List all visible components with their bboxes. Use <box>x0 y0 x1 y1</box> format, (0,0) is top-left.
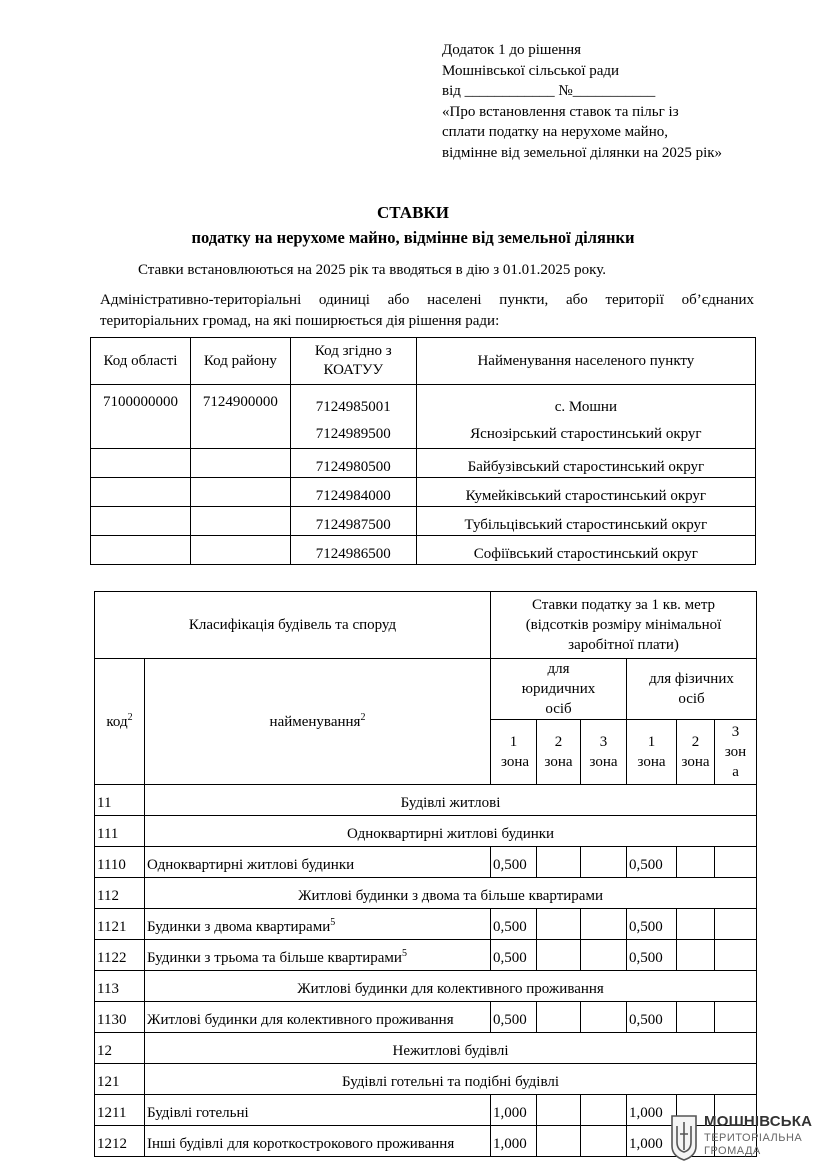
name-text: Будинки з двома квартирами <box>147 919 331 935</box>
code-cell: 1110 <box>95 847 145 878</box>
legal-zone1-rate: 0,500 <box>491 940 537 971</box>
oblast-code-cell <box>91 507 191 536</box>
oblast-code-cell: 7100000000 <box>91 385 191 449</box>
group-row <box>95 1033 757 1064</box>
legal-zone3-rate <box>581 940 627 971</box>
physical-zone3-rate <box>715 1002 757 1033</box>
group-name-cell: Житлові будинки з двома та більше квартирами <box>145 878 757 909</box>
legal-zone1-rate: 0,500 <box>491 1002 537 1033</box>
legal-zone3-rate <box>581 1126 627 1157</box>
raion-code-cell: 7124900000 <box>190 385 290 449</box>
name-text: Будівлі готельні <box>147 1105 249 1121</box>
name-header-label: найменування <box>269 713 361 730</box>
raion-code-cell <box>190 536 290 565</box>
code-header <box>95 659 145 785</box>
koatuu-value: 7124985001 <box>315 399 391 415</box>
footnote-marker: 2 <box>360 711 366 723</box>
settlement-name-cell: Тубільцівський старостинський округ <box>416 507 755 536</box>
territory-paragraph-line: територіальних громад, на які поширюється дія рішення ради: <box>100 312 500 329</box>
appendix-line: від ____________ №___________ <box>442 83 656 99</box>
koatuu-code-cell <box>290 385 416 449</box>
physical-zone1-rate: 0,500 <box>627 909 677 940</box>
table-row <box>95 1126 757 1157</box>
group-row <box>95 878 757 909</box>
name-text: Житлові будинки для колективного проживання <box>147 1012 454 1028</box>
appendix-line: Додаток 1 до рішення <box>442 42 582 58</box>
koatuu-code-cell: 7124984000 <box>290 478 416 507</box>
code-cell: 1212 <box>95 1126 145 1157</box>
legal-zone3-rate <box>581 1095 627 1126</box>
legal-zone2-rate <box>537 1002 581 1033</box>
name-cell <box>145 847 491 878</box>
legal-zone2-rate <box>537 1095 581 1126</box>
header-koatuu-code: Код згідно з КОАТУУ <box>290 338 416 385</box>
code-cell: 12 <box>95 1033 145 1064</box>
legal-zone1-rate: 1,000 <box>491 1126 537 1157</box>
group-name-cell: Будівлі готельні та подібні будівлі <box>145 1064 757 1095</box>
group-row <box>95 971 757 1002</box>
name-header <box>145 659 491 785</box>
code-cell: 121 <box>95 1064 145 1095</box>
zone-header: 1 зона <box>627 720 677 785</box>
legal-entities-header: для юридичних осіб <box>491 659 627 720</box>
code-cell: 1130 <box>95 1002 145 1033</box>
settlement-name-cell: Байбузівський старостинський округ <box>416 449 755 478</box>
appendix-line: Мошнівської сільської ради <box>442 62 620 79</box>
code-cell: 11 <box>95 785 145 816</box>
oblast-code-cell <box>91 536 191 565</box>
logo-subtitle: ТЕРИТОРІАЛЬНА <box>704 1132 803 1144</box>
appendix-line: відмінне від земельної ділянки на 2025 рік» <box>442 144 723 161</box>
physical-zone2-rate <box>677 909 715 940</box>
physical-zone3-rate <box>715 847 757 878</box>
legal-zone3-rate <box>581 909 627 940</box>
name-text: Будинки з трьома та більше квартирами <box>147 950 402 966</box>
header-oblast-code: Код області <box>91 338 191 385</box>
name-text: Інші будівлі для короткострокового проживання <box>147 1136 455 1152</box>
table-row <box>95 1095 757 1126</box>
physical-zone2-rate <box>677 847 715 878</box>
physical-persons-header: для фізичних осіб <box>627 659 757 720</box>
physical-zone3-rate <box>715 940 757 971</box>
name-cell <box>145 1095 491 1126</box>
table-row <box>95 940 757 971</box>
group-row <box>95 816 757 847</box>
settlement-name: с. Мошни <box>554 399 617 415</box>
appendix-note <box>442 40 722 163</box>
zone-header: 2 зона <box>677 720 715 785</box>
group-row <box>95 1064 757 1095</box>
code-cell: 112 <box>95 878 145 909</box>
table-row <box>91 478 756 507</box>
group-row <box>95 785 757 816</box>
tax-rates-table <box>94 591 757 1157</box>
legal-zone2-rate <box>537 909 581 940</box>
table-row <box>95 1002 757 1033</box>
physical-zone2-rate <box>677 940 715 971</box>
territory-paragraph <box>100 290 754 331</box>
zone-header: 2 зона <box>537 720 581 785</box>
legal-zone1-rate: 1,000 <box>491 1095 537 1126</box>
footnote-marker: 5 <box>401 948 407 959</box>
rates-header: Ставки податку за 1 кв. метр (відсотків розміру мінімальної заробітної плати) <box>491 592 757 659</box>
koatuu-code-cell: 7124980500 <box>290 449 416 478</box>
rates-body <box>95 785 757 1157</box>
document-title: СТАВКИ <box>377 203 449 222</box>
group-name-cell: Житлові будинки для колективного проживання <box>145 971 757 1002</box>
intro-paragraph: Ставки встановлюються на 2025 рік та вводяться в дію з 01.01.2025 року. <box>138 262 606 278</box>
table-header-row <box>95 659 757 720</box>
physical-zone1-rate: 0,500 <box>627 847 677 878</box>
koatuu-code-cell: 7124987500 <box>290 507 416 536</box>
oblast-code-cell <box>91 449 191 478</box>
raion-code-cell <box>190 478 290 507</box>
appendix-line: «Про встановлення ставок та пільг із <box>442 103 679 120</box>
physical-zone3-rate <box>715 909 757 940</box>
legal-zone3-rate <box>581 847 627 878</box>
classification-header: Класифікація будівель та споруд <box>95 592 491 659</box>
zone-header: 3 зона <box>581 720 627 785</box>
koatuu-code-cell: 7124986500 <box>290 536 416 565</box>
appendix-line: сплати податку на нерухоме майно, <box>442 124 668 140</box>
legal-zone3-rate <box>581 1002 627 1033</box>
physical-zone1-rate: 1,000 <box>627 1095 677 1126</box>
settlement-name-cell: Софіївський старостинський округ <box>416 536 755 565</box>
name-cell <box>145 940 491 971</box>
table-row <box>95 847 757 878</box>
table-header-row <box>95 592 757 659</box>
footnote-marker: 5 <box>330 917 336 928</box>
document-subtitle: податку на нерухоме майно, відмінне від земельної ділянки <box>191 228 635 247</box>
code-cell: 1211 <box>95 1095 145 1126</box>
settlement-name-cell: Кумейківський старостинський округ <box>416 478 755 507</box>
header-raion-code: Код району <box>190 338 290 385</box>
code-header-label: код <box>106 713 128 730</box>
table-header-row <box>91 338 756 385</box>
logo-subtitle: ГРОМАДА <box>704 1145 761 1157</box>
physical-zone1-rate: 0,500 <box>627 1002 677 1033</box>
settlement-name-cell <box>416 385 755 449</box>
raion-code-cell <box>190 449 290 478</box>
legal-zone1-rate: 0,500 <box>491 847 537 878</box>
zone-header: 3 зон а <box>715 720 757 785</box>
legal-zone2-rate <box>537 847 581 878</box>
name-cell <box>145 1002 491 1033</box>
physical-zone2-rate <box>677 1002 715 1033</box>
table-row <box>91 449 756 478</box>
territory-table <box>90 337 756 565</box>
code-cell: 113 <box>95 971 145 1002</box>
logo-title: МОШНІВСЬКА <box>704 1113 813 1130</box>
legal-zone1-rate: 0,500 <box>491 909 537 940</box>
footnote-marker: 2 <box>127 711 133 723</box>
code-cell: 1121 <box>95 909 145 940</box>
koatuu-value: 7124989500 <box>315 426 391 442</box>
code-cell: 111 <box>95 816 145 847</box>
code-cell: 1122 <box>95 940 145 971</box>
oblast-code-cell <box>91 478 191 507</box>
name-cell <box>145 1126 491 1157</box>
legal-zone2-rate <box>537 1126 581 1157</box>
group-name-cell: Будівлі житлові <box>145 785 757 816</box>
table-row <box>95 909 757 940</box>
name-cell <box>145 909 491 940</box>
zone-header: 1 зона <box>491 720 537 785</box>
settlement-name: Яснозірський старостинський округ <box>470 426 702 442</box>
table-row <box>91 536 756 565</box>
legal-zone2-rate <box>537 940 581 971</box>
physical-zone1-rate: 0,500 <box>627 940 677 971</box>
physical-zone1-rate: 1,000 <box>627 1126 677 1157</box>
raion-code-cell <box>190 507 290 536</box>
group-name-cell: Одноквартирні житлові будинки <box>145 816 757 847</box>
table-row <box>91 507 756 536</box>
group-name-cell: Нежитлові будівлі <box>145 1033 757 1064</box>
header-settlement-name: Найменування населеного пункту <box>416 338 755 385</box>
name-text: Одноквартирні житлові будинки <box>147 857 355 873</box>
territory-paragraph-line: Адміністративно-територіальні одиниці або населені пункти, або території об’єднаних <box>100 292 754 308</box>
